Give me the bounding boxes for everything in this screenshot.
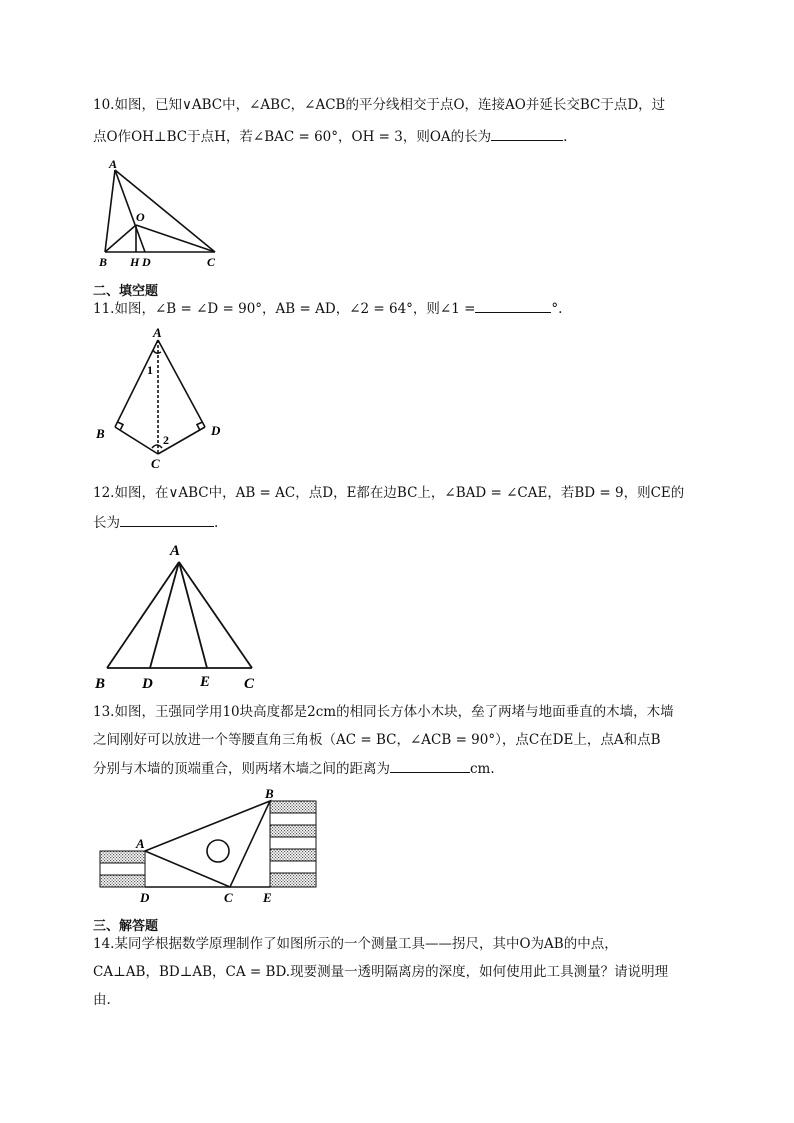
q12-line2: [93, 512, 218, 533]
q13-label-E: E: [263, 890, 272, 905]
q13-line2: 之间刚好可以放进一个等腰直角三角板（AC = BC，∠ACB = 90°），点C在DE上，点A和点B: [93, 732, 661, 748]
q12-line2-end: .: [214, 515, 219, 531]
q10-label-C: C: [207, 255, 216, 269]
q12-line2-text: 长为: [93, 515, 120, 531]
q10-line2: [93, 126, 567, 147]
q10-label-O: O: [136, 210, 145, 224]
q12-label-E: E: [200, 674, 211, 690]
q11-label-A: A: [153, 325, 162, 340]
q10-answer-blank[interactable]: [491, 126, 563, 141]
q12-answer-blank[interactable]: [120, 512, 214, 527]
q10-line2-text: 点O作OH⊥BC于点H，若∠BAC = 60°，OH = 3，则OA的长为: [93, 129, 492, 145]
q13-wall-figure: [95, 785, 330, 910]
q12-label-B: B: [95, 676, 106, 692]
section-fill-in-blank: 二、填空题: [93, 284, 159, 299]
q11-answer-blank[interactable]: [475, 298, 551, 313]
q11-line: [93, 298, 562, 319]
q13-label-A: A: [136, 836, 145, 851]
q12-label-D: D: [142, 676, 153, 692]
q12-label-A: A: [170, 543, 181, 559]
q12-triangle-figure: [92, 540, 272, 695]
q13-line3: [93, 758, 495, 779]
q11-angle-1-label: 1: [147, 363, 153, 377]
q13-answer-blank[interactable]: [390, 758, 470, 773]
q11-label-C: C: [151, 456, 160, 471]
q14-line3: 由.: [93, 992, 111, 1008]
q14-line1: 14.某同学根据数学原理制作了如图所示的一个测量工具——拐尺，其中O为AB的中点，: [93, 936, 618, 952]
q13-line1: 13.如图，王强同学用10块高度都是2cm的相同长方体小木块，垒了两堵与地面垂直的木墙，木墙: [93, 704, 674, 720]
q13-label-D: D: [140, 890, 150, 905]
q11-text: 11.如图，∠B = ∠D = 90°，AB = AD，∠2 = 64°，则∠1 =: [93, 301, 476, 317]
q10-label-D: D: [142, 255, 151, 269]
q11-label-D: D: [211, 423, 221, 438]
q13-label-C: C: [224, 890, 233, 905]
q11-end: °.: [551, 301, 563, 317]
q11-kite-figure: [95, 322, 230, 472]
q10-line2-end: .: [563, 129, 568, 145]
q14-line2: CA⊥AB，BD⊥AB，CA = BD.现要测量一透明隔离房的深度，如何使用此工具测量？请说明理: [93, 964, 669, 980]
q13-line3-end: cm.: [470, 761, 495, 777]
q12-label-C: C: [244, 676, 255, 692]
q13-line3-text: 分别与木墙的顶端重合，则两堵木墙之间的距离为: [93, 761, 390, 777]
q11-label-B: B: [96, 426, 105, 441]
q10-label-B: B: [99, 255, 108, 269]
q10-triangle-figure: [95, 155, 225, 270]
q11-angle-2-label: 2: [163, 433, 169, 447]
q12-line1: 12.如图，在∨ABC中，AB = AC，点D，E都在边BC上，∠BAD = ∠CAE，若BD = 9，则CE的: [93, 485, 685, 501]
q10-label-H: H: [130, 255, 140, 269]
q13-label-B: B: [265, 786, 274, 801]
section-answer-questions: 三、解答题: [93, 919, 159, 934]
q10-line1: 10.如图，已知∨ABC中，∠ABC，∠ACB的平分线相交于点O，连接AO并延长交BC于点D，过: [93, 97, 666, 113]
q10-label-A: A: [109, 157, 118, 171]
